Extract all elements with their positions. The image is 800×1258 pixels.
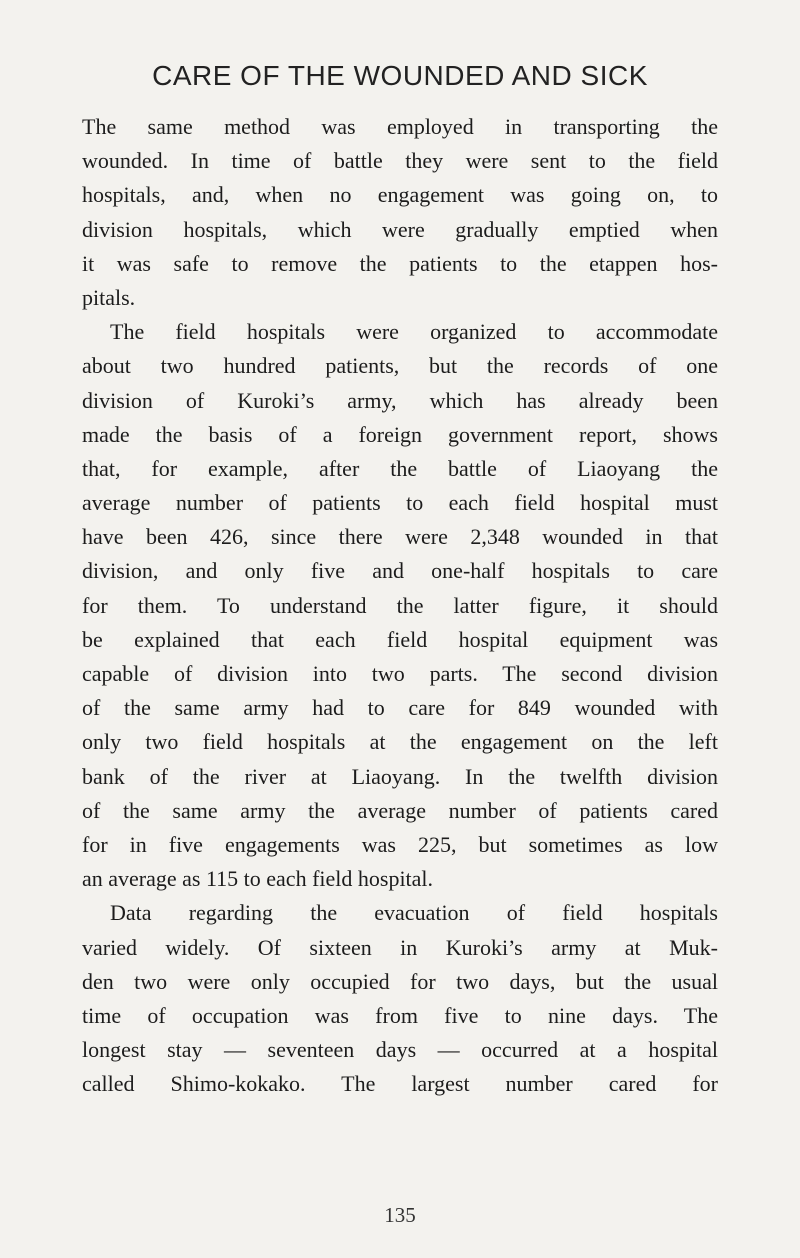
text-line: that, for example, after the battle of Liaoyang the <box>82 455 718 481</box>
text-line: for them. To understand the latter figure, it should <box>82 592 718 618</box>
text-line: division of Kuroki’s army, which has already been <box>82 387 718 413</box>
text-line: of the same army had to care for 849 wounded with <box>82 695 718 721</box>
text-line: be explained that each field hospital equipment was <box>82 626 718 652</box>
text-line: bank of the river at Liaoyang. In the twelfth division <box>82 763 718 789</box>
text-line: only two field hospitals at the engagement on the left <box>82 729 718 755</box>
text-line: made the basis of a foreign government report, shows <box>82 421 718 447</box>
running-head: CARE OF THE WOUNDED AND SICK <box>152 60 648 91</box>
text-line: called Shimo-kokako. The largest number cared for <box>82 1071 718 1097</box>
text-line: hospitals, and, when no engagement was going on, to <box>82 182 718 208</box>
text-line: The same method was employed in transporting the <box>82 114 718 139</box>
text-line: for in five engagements was 225, but sometimes as low <box>82 831 718 857</box>
text-line: average number of patients to each field hospital must <box>82 490 718 516</box>
text-line: varied widely. Of sixteen in Kuroki’s army at Muk- <box>82 934 718 960</box>
text-line: The field hospitals were organized to accommodate <box>110 319 718 345</box>
text-line: an average as 115 to each field hospital. <box>82 866 434 892</box>
body-text <box>82 110 718 1101</box>
text-line: about two hundred patients, but the records of one <box>82 353 718 379</box>
text-line: division, and only five and one-half hospitals to care <box>82 558 718 584</box>
text-line: longest stay — seventeen days — occurred at a hospital <box>82 1037 718 1063</box>
text-line: it was safe to remove the patients to the etappen hos- <box>82 250 718 276</box>
text-line: den two were only occupied for two days, but the usual <box>82 968 718 994</box>
text-line: division hospitals, which were gradually emptied when <box>82 216 718 242</box>
text-line: time of occupation was from five to nine days. The <box>82 1002 718 1028</box>
text-line: pitals. <box>82 284 136 310</box>
text-line: have been 426, since there were 2,348 wounded in that <box>82 524 718 550</box>
text-line: wounded. In time of battle they were sent to the field <box>82 148 718 174</box>
page-number: 135 <box>384 1203 416 1227</box>
text-line: Data regarding the evacuation of field hospitals <box>110 900 718 926</box>
text-line: capable of division into two parts. The second division <box>82 661 718 686</box>
text-line: of the same army the average number of patients cared <box>82 797 718 823</box>
